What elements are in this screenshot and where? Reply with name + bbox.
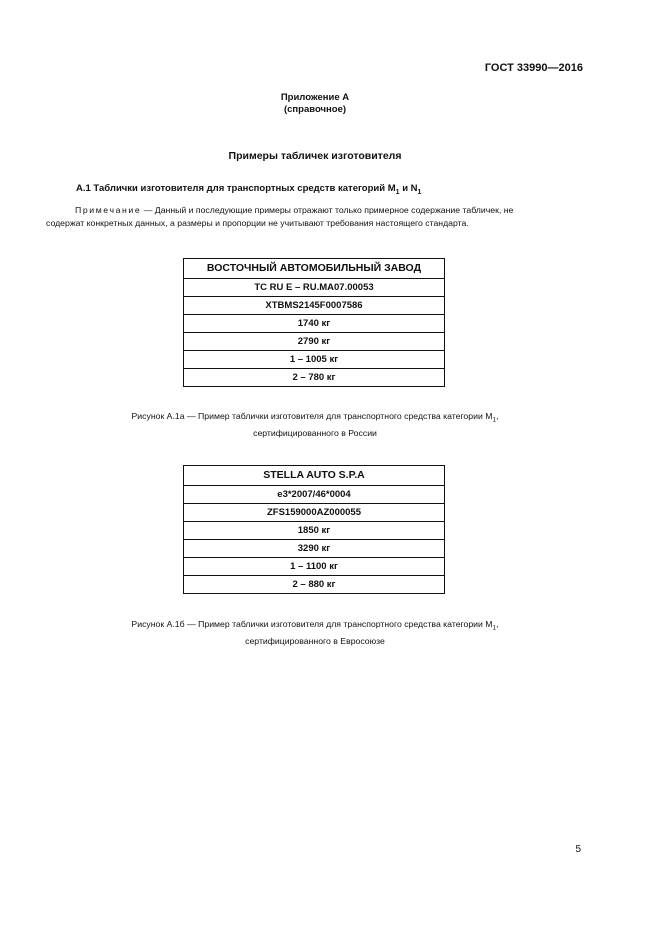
caption2-text: Рисунок А.1б — Пример таблички изготовителя для транспортного средства категории М [131, 619, 493, 629]
section-subscript-2: 1 [417, 188, 422, 196]
note-label: Примечание [75, 205, 142, 215]
section-heading [76, 183, 421, 196]
caption2-line2: сертифицированного в Евросоюзе [245, 635, 385, 646]
caption2-suffix: , [496, 619, 499, 629]
standard-number: ГОСТ 33990—2016 [484, 62, 583, 74]
plate-row-mass: 1850 кг [184, 522, 445, 540]
caption1-line2: сертифицированного в России [253, 427, 377, 438]
appendix-title: Приложение А [280, 92, 350, 103]
manufacturer-plate-eu [183, 465, 445, 594]
plate-row-axle-2: 2 – 880 кг [184, 576, 445, 594]
appendix-heading [0, 92, 630, 116]
section-heading-text: А.1 Таблички изготовителя для транспортных средств категорий М [76, 183, 396, 194]
plate-row-manufacturer: STELLA AUTO S.P.A [184, 466, 445, 486]
plate-row-vin: ZFS159000AZ000055 [184, 504, 445, 522]
plate-row-approval: TC RU E – RU.MA07.00053 [184, 279, 445, 297]
note-text-line1: — Данный и последующие примеры отражают только примерное содержание табличек, не [141, 205, 514, 215]
note-paragraph [46, 204, 586, 230]
figure-caption-2 [0, 618, 630, 647]
plate-row-mass: 1740 кг [184, 315, 445, 333]
manufacturer-plate-russia [183, 258, 445, 387]
plate-row-vin: XTBMS2145F0007586 [184, 297, 445, 315]
plate-row-axle-1: 1 – 1005 кг [184, 351, 445, 369]
plate-row-max-mass: 3290 кг [184, 540, 445, 558]
plate-row-max-mass: 2790 кг [184, 333, 445, 351]
plate-row-approval: e3*2007/46*0004 [184, 486, 445, 504]
caption1-text: Рисунок А.1а — Пример таблички изготовителя для транспортного средства категории М [131, 411, 493, 421]
plate-row-axle-2: 2 – 780 кг [184, 369, 445, 387]
plate-row-axle-1: 1 – 1100 кг [184, 558, 445, 576]
section-subscript-1: 1 [395, 188, 400, 196]
appendix-subtitle: (справочное) [283, 104, 347, 115]
caption2-subscript: 1 [492, 624, 497, 632]
caption1-suffix: , [496, 411, 499, 421]
plate-row-manufacturer: ВОСТОЧНЫЙ АВТОМОБИЛЬНЫЙ ЗАВОД [184, 259, 445, 279]
note-text-line2: содержат конкретных данных, а размеры и пропорции не учитывают требования настоящего стандарта. [46, 218, 469, 228]
figure-caption-1 [0, 410, 630, 439]
page-number: 5 [575, 844, 581, 855]
page-title: Примеры табличек изготовителя [228, 150, 402, 162]
caption1-subscript: 1 [492, 416, 497, 424]
section-heading-middle: и N [399, 183, 418, 194]
